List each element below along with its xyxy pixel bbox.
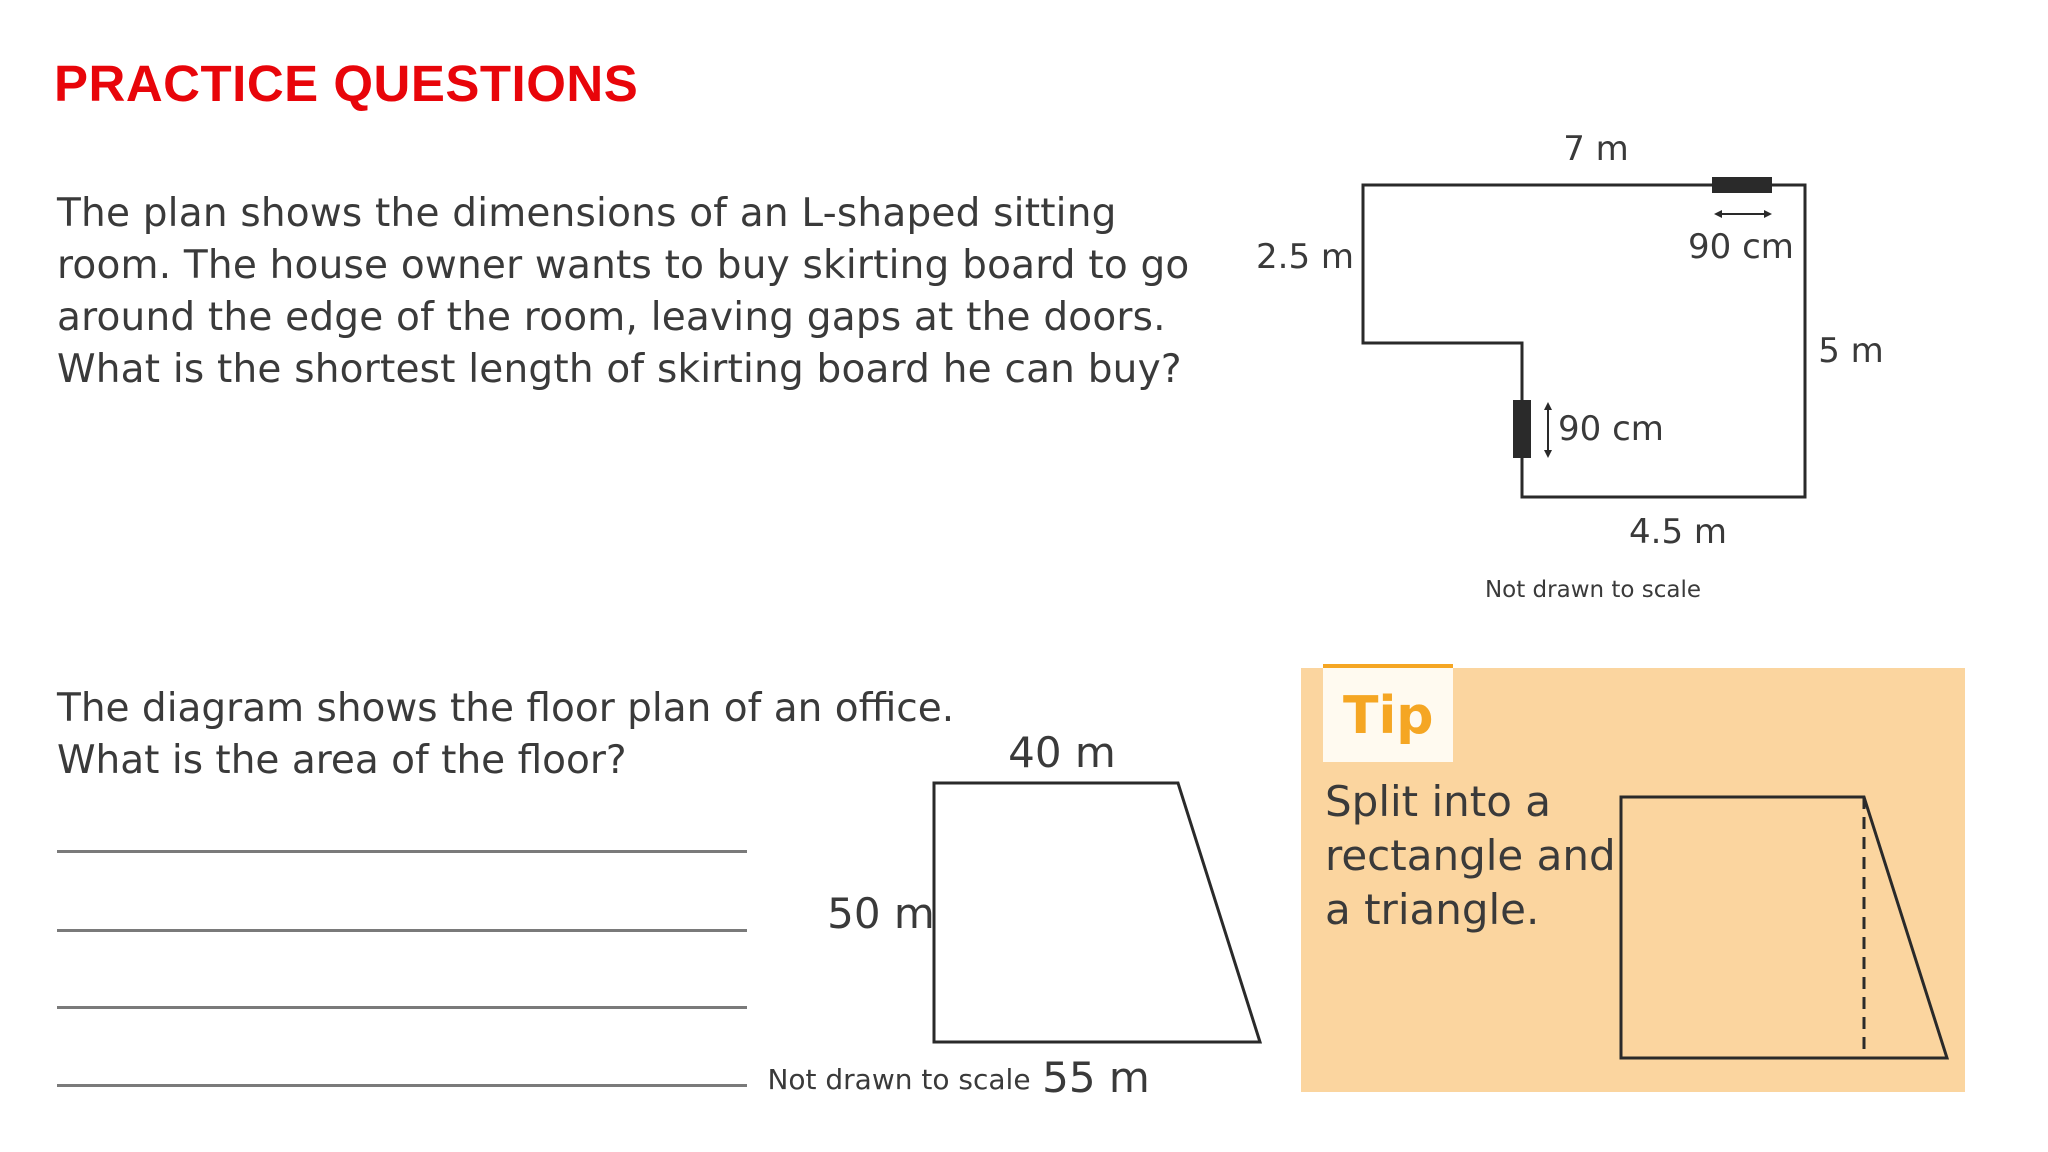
left-door — [1513, 400, 1531, 458]
office-outline — [934, 783, 1260, 1042]
answer-line[interactable] — [57, 1084, 747, 1087]
office-bottom-label: 55 m — [1042, 1053, 1150, 1102]
answer-line[interactable] — [57, 1006, 747, 1009]
room-right-label: 5 m — [1818, 331, 1884, 371]
room-outline — [1363, 185, 1805, 497]
question-2-text: The diagram shows the floor plan of an office. What is the area of the floor? — [57, 686, 955, 783]
office-top-label: 40 m — [1008, 728, 1116, 777]
top-door — [1712, 177, 1772, 193]
top-door-label: 90 cm — [1688, 227, 1794, 267]
room-scale-note: Not drawn to scale — [1484, 577, 1702, 603]
office-left-label: 50 m — [827, 889, 935, 938]
answer-line[interactable] — [57, 850, 747, 853]
office-scale-note: Not drawn to scale — [767, 1063, 1031, 1096]
left-door-label: 90 cm — [1558, 409, 1664, 449]
answer-line[interactable] — [57, 929, 747, 932]
room-left-label: 2.5 m — [1256, 237, 1354, 277]
tip-label: Tip — [1343, 686, 1434, 746]
room-bottom-label: 4.5 m — [1629, 512, 1727, 552]
page-title: PRACTICE QUESTIONS — [54, 55, 639, 112]
tip-text: Split into a rectangle and a triangle. — [1325, 777, 1616, 934]
question-1-text: The plan shows the dimensions of an L-shaped sitting room. The house owner wants to buy skirting board to go around the edge of the room, leaving gaps at the doors. What is the shortest length of skirting board he can buy? — [57, 191, 1190, 392]
room-top-label: 7 m — [1563, 129, 1629, 169]
